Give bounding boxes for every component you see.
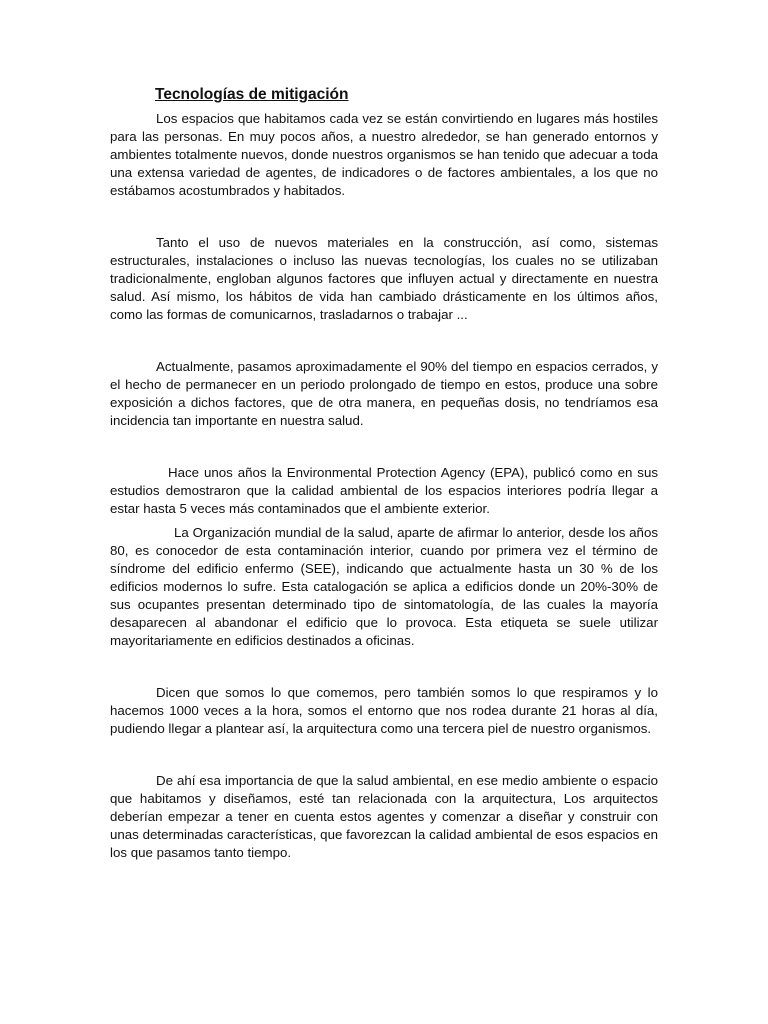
- paragraph-5: La Organización mundial de la salud, aparte de afirmar lo anterior, desde los años 80, es conocedor de esta contaminación interior, cuando por primera vez el término de síndrome del edificio enfermo (SEE), indicando que actualmente hasta un 30 % de los edificios modernos lo sufre. Esta catalogación se aplica a edificios donde un 20%-30% de sus ocupantes presentan determinado tipo de sintomatología, de las cuales la mayoría desaparecen al abandonar el edificio que lo provoca. Esta etiqueta se suele utilizar mayoritariamente en edificios destinados a oficinas.: [110, 525, 658, 648]
- document-title: Tecnologías de mitigación: [155, 86, 349, 103]
- paragraph-3: Actualmente, pasamos aproximadamente el 90% del tiempo en espacios cerrados, y el hecho de permanecer en un periodo prolongado de tiempo en estos, produce una sobre exposición a dichos factores, que de otra manera, en pequeñas dosis, no tendríamos esa incidencia tan importante en nuestra salud.: [110, 359, 658, 428]
- document-page: [110, 84, 658, 862]
- paragraph-1: Los espacios que habitamos cada vez se están convirtiendo en lugares más hostiles para las personas. En muy pocos años, a nuestro alrededor, se han generado entornos y ambientes totalmente nuevos, donde nuestros organismos se han tenido que adecuar a toda una extensa variedad de agentes, de indicadores o de factores ambientales, a los que no estábamos acostumbrados y habitados.: [110, 111, 658, 198]
- paragraph-7: De ahí esa importancia de que la salud ambiental, en ese medio ambiente o espacio que habitamos y diseñamos, esté tan relacionada con la arquitectura, Los arquitectos deberían empezar a tener en cuenta estos agentes y comenzar a diseñar y construir con unas determinadas características, que favorezcan la calidad ambiental de esos espacios en los que pasamos tanto tiempo.: [110, 773, 658, 860]
- paragraph-2: Tanto el uso de nuevos materiales en la construcción, así como, sistemas estructurales, instalaciones o incluso las nuevas tecnologías, los cuales no se utilizaban tradicionalmente, engloban algunos factores que influyen actual y directamente en nuestra salud. Así mismo, los hábitos de vida han cambiado drásticamente en los últimos años, como las formas de comunicarnos, trasladarnos o trabajar ...: [110, 235, 658, 322]
- paragraph-6: Dicen que somos lo que comemos, pero también somos lo que respiramos y lo hacemos 1000 veces a la hora, somos el entorno que nos rodea durante 21 horas al día, pudiendo llegar a plantear así, la arquitectura como una tercera piel de nuestro organismos.: [110, 685, 658, 736]
- paragraph-4: Hace unos años la Environmental Protection Agency (EPA), publicó como en sus estudios demostraron que la calidad ambiental de los espacios interiores podría llegar a estar hasta 5 veces más contaminados que el ambiente exterior.: [110, 465, 658, 516]
